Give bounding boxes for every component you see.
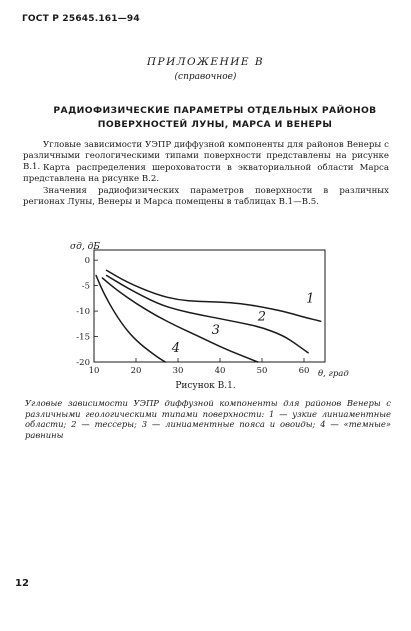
plot-frame — [94, 250, 325, 362]
figure-caption: Рисунок В.1. — [175, 381, 236, 391]
x-tick-label: 60 — [298, 366, 310, 376]
document-code: ГОСТ Р 25645.161—94 — [22, 14, 140, 24]
appendix-subtitle: (справочное) — [174, 72, 237, 82]
series-curve-4 — [96, 276, 165, 363]
section-title — [50, 104, 380, 132]
angular-dependence-chart — [60, 238, 360, 378]
paragraph-2-text: Карта распределения шероховатости в экваториальной области Марса представлена на рисунке В.2. — [23, 163, 389, 184]
y-tick-label: -10 — [76, 307, 90, 318]
series-curve-1 — [107, 270, 321, 321]
x-axis-label: θ, град — [318, 369, 349, 378]
paragraph-3-text: Значения радиофизических параметров поверхности в различных регионах Луны, Венеры и Марса помещены в таблицах В.1—В.5. — [23, 186, 389, 207]
x-tick-label: 30 — [172, 366, 184, 376]
y-tick-label: 0 — [84, 256, 90, 267]
paragraph-1-text: Угловые зависимости УЭПР диффузной компоненты для районов Венеры с различными геологическими типами поверхности представлены на рисунке В.1. — [23, 140, 389, 172]
page-number: 12 — [15, 578, 29, 589]
paragraph-3 — [23, 186, 389, 208]
appendix-title: ПРИЛОЖЕНИЕ В — [146, 56, 265, 68]
y-tick-label: -15 — [76, 332, 90, 343]
y-tick-label: -20 — [76, 358, 90, 368]
curve-label-2: 2 — [257, 309, 267, 325]
x-tick-label: 20 — [130, 366, 142, 376]
series-curve-3 — [102, 278, 257, 362]
curve-label-4: 4 — [171, 340, 180, 356]
curve-label-3: 3 — [211, 323, 220, 338]
paragraph-2 — [23, 163, 389, 185]
y-tick-label: -5 — [81, 281, 90, 292]
x-tick-label: 40 — [214, 366, 226, 376]
figure-note: Угловые зависимости УЭПР диффузной компоненты для районов Венеры с различными геологическими типами поверхности: 1 — узкие линиаментные области; 2 — тессеры; 3 — линиаментные пояса и овоиды; 4 — «темные» равнины — [25, 398, 391, 440]
chart-series — [96, 270, 321, 362]
chart-axes — [94, 250, 325, 362]
figure-b1 — [60, 238, 360, 382]
chart-ticks — [76, 256, 309, 376]
y-axis-label: σд, дБ — [70, 242, 100, 252]
x-tick-label: 10 — [88, 366, 100, 376]
section-title-line-2: ПОВЕРХНОСТЕЙ ЛУНЫ, МАРСА И ВЕНЕРЫ — [97, 119, 333, 130]
curve-label-1: 1 — [306, 291, 315, 307]
section-title-line-1: РАДИОФИЗИЧЕСКИЕ ПАРАМЕТРЫ ОТДЕЛЬНЫХ РАЙОНОВ — [53, 105, 377, 116]
x-tick-label: 50 — [256, 366, 268, 376]
